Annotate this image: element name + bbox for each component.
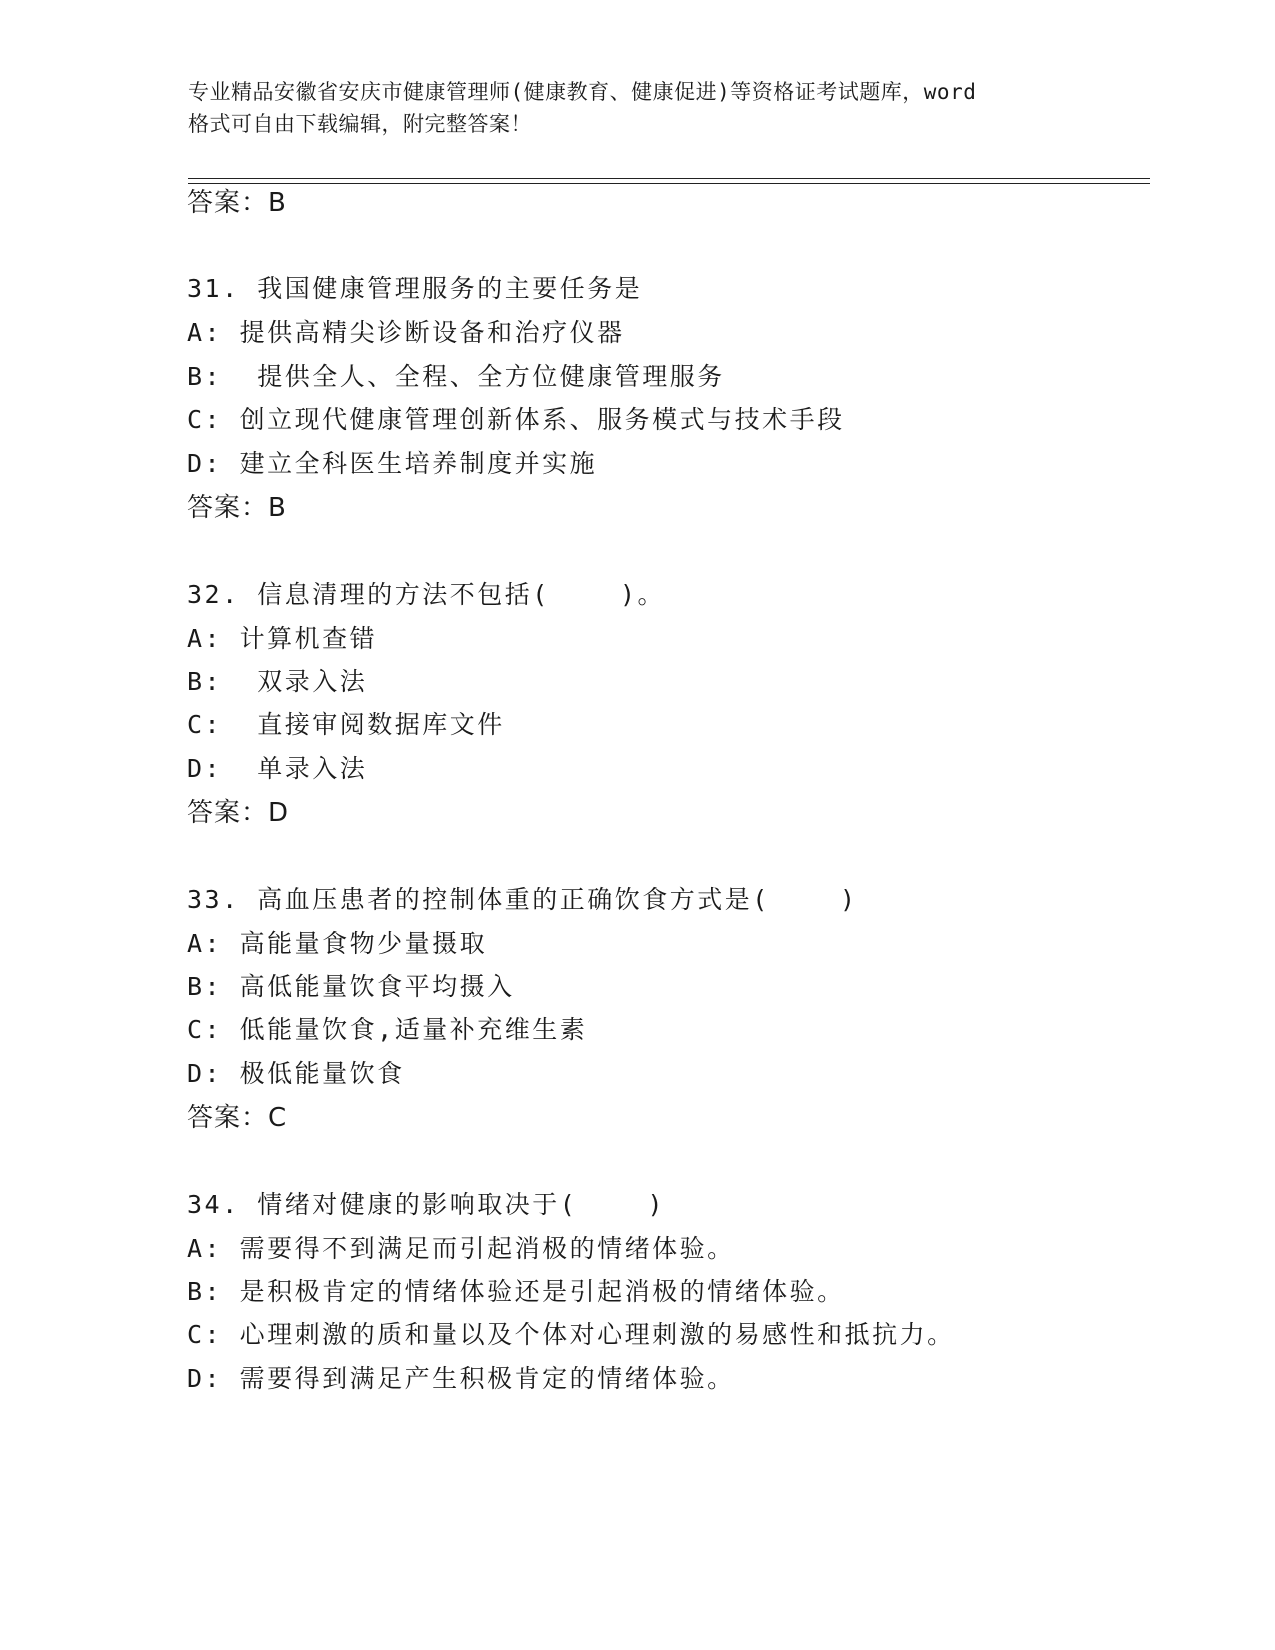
question-31-option-b: B: 提供全人、全程、全方位健康管理服务	[187, 362, 725, 391]
question-31-option-a: A: 提供高精尖诊断设备和治疗仪器	[187, 318, 625, 347]
header-line-2: 格式可自由下载编辑，附完整答案！	[188, 112, 532, 136]
question-32-option-b: B: 双录入法	[187, 667, 368, 696]
question-33-stem: 33. 高血压患者的控制体重的正确饮食方式是( )	[187, 885, 858, 914]
document-header	[188, 76, 1088, 140]
question-32-stem: 32. 信息清理的方法不包括( )。	[187, 580, 666, 609]
answer-32: 答案：D	[187, 798, 290, 828]
question-34-stem: 34. 情绪对健康的影响取决于( )	[187, 1190, 666, 1219]
header-line-1: 专业精品安徽省安庆市健康管理师(健康教育、健康促进)等资格证考试题库，word	[188, 80, 977, 104]
question-34-option-c: C: 心理刺激的质和量以及个体对心理刺激的易感性和抵抗力。	[187, 1320, 955, 1349]
question-34-option-b: B: 是积极肯定的情绪体验还是引起消极的情绪体验。	[187, 1277, 845, 1306]
question-31-option-d: D: 建立全科医生培养制度并实施	[187, 449, 598, 478]
question-31-option-c: C: 创立现代健康管理创新体系、服务模式与技术手段	[187, 405, 845, 434]
header-divider-bottom	[188, 183, 1150, 184]
question-33-option-b: B: 高低能量饮食平均摄入	[187, 972, 515, 1001]
question-32-option-c: C: 直接审阅数据库文件	[187, 710, 505, 739]
question-33-option-d: D: 极低能量饮食	[187, 1059, 405, 1088]
answer-33: 答案：C	[187, 1103, 288, 1133]
question-33-option-a: A: 高能量食物少量摄取	[187, 929, 488, 958]
question-33-option-c: C: 低能量饮食,适量补充维生素	[187, 1015, 588, 1044]
answer-31: 答案：B	[187, 493, 287, 523]
question-34-option-d: D: 需要得到满足产生积极肯定的情绪体验。	[187, 1364, 735, 1393]
question-32-option-d: D: 单录入法	[187, 754, 368, 783]
question-34-option-a: A: 需要得不到满足而引起消极的情绪体验。	[187, 1234, 735, 1263]
question-31-stem: 31. 我国健康管理服务的主要任务是	[187, 274, 643, 303]
header-divider-top	[188, 178, 1150, 179]
question-32-option-a: A: 计算机查错	[187, 624, 378, 653]
answer-30: 答案：B	[187, 188, 287, 218]
